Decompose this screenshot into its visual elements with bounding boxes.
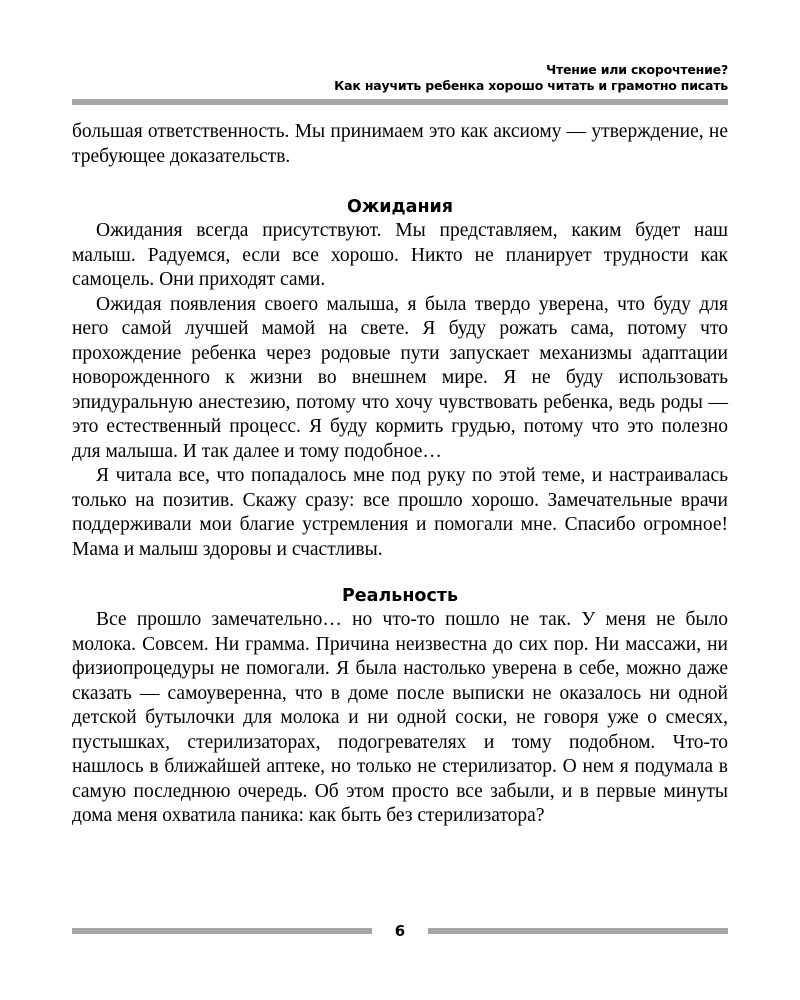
paragraph: Ожидания всегда присутствуют. Мы представляем, каким будет наш малыш. Радуемся, если все хорошо. Никто не планирует трудности как самоцель. Они приходят сами. bbox=[72, 220, 728, 290]
paragraph: Все прошло замечательно… но что-то пошло не так. У меня не было молока. Совсем. Ни грамма. Причина неизвестна до сих пор. Ни массажи, ни физиопроцедуры не помогали. Я была настолько уверена в себе, можно даже сказать — самоуверенна, что в доме после выписки не оказалось ни одной детской бутылочки для молока и ни одной соски, не говоря уже о смесях, пустышках, стерилизаторах, подогревателях и тому подобном. Что-то нашлось в ближайшей аптеке, но только не стерилизатор. О нем я подумала в самую последнюю очередь. Об этом просто все забыли, и в первые минуты дома меня охватила паника: как быть без стерилизатора? bbox=[72, 609, 728, 826]
footer-rule-right bbox=[428, 928, 728, 934]
section-heading-reality: Реальность bbox=[341, 586, 459, 606]
page-body bbox=[72, 120, 728, 829]
opening-paragraph: большая ответственность. Мы принимаем это как аксиому — утверждение, не требующее доказательств. bbox=[72, 121, 728, 167]
book-title: Чтение или скорочтение? bbox=[546, 62, 728, 77]
footer-rule-left bbox=[72, 928, 372, 934]
header-rule bbox=[72, 99, 728, 105]
paragraph: Я читала все, что попадалось мне под руку по этой теме, и настраивалась только на позитив. Скажу сразу: все прошло хорошо. Замечательные врачи поддерживали мои благие устремления и помогали мне. Спасибо огромное! Мама и малыш здоровы и счастливы. bbox=[72, 465, 728, 560]
book-subtitle: Как научить ребенка хорошо читать и грамотно писать bbox=[334, 78, 728, 93]
running-header bbox=[334, 62, 728, 94]
section-heading-expectations: Ожидания bbox=[346, 197, 454, 217]
page-number: 6 bbox=[394, 922, 406, 940]
paragraph: Ожидая появления своего малыша, я была твердо уверена, что буду для него самой лучшей мамой на свете. Я буду рожать сама, потому что прохождение ребенка через родовые пути запускает механизмы адаптации новорожденного к жизни во внешнем мире. Я не буду использовать эпидуральную анестезию, потому что хочу чувствовать ребенка, ведь роды — это естественный процесс. Я буду кормить грудью, потому что это полезно для малыша. И так далее и тому подобное… bbox=[72, 293, 728, 462]
